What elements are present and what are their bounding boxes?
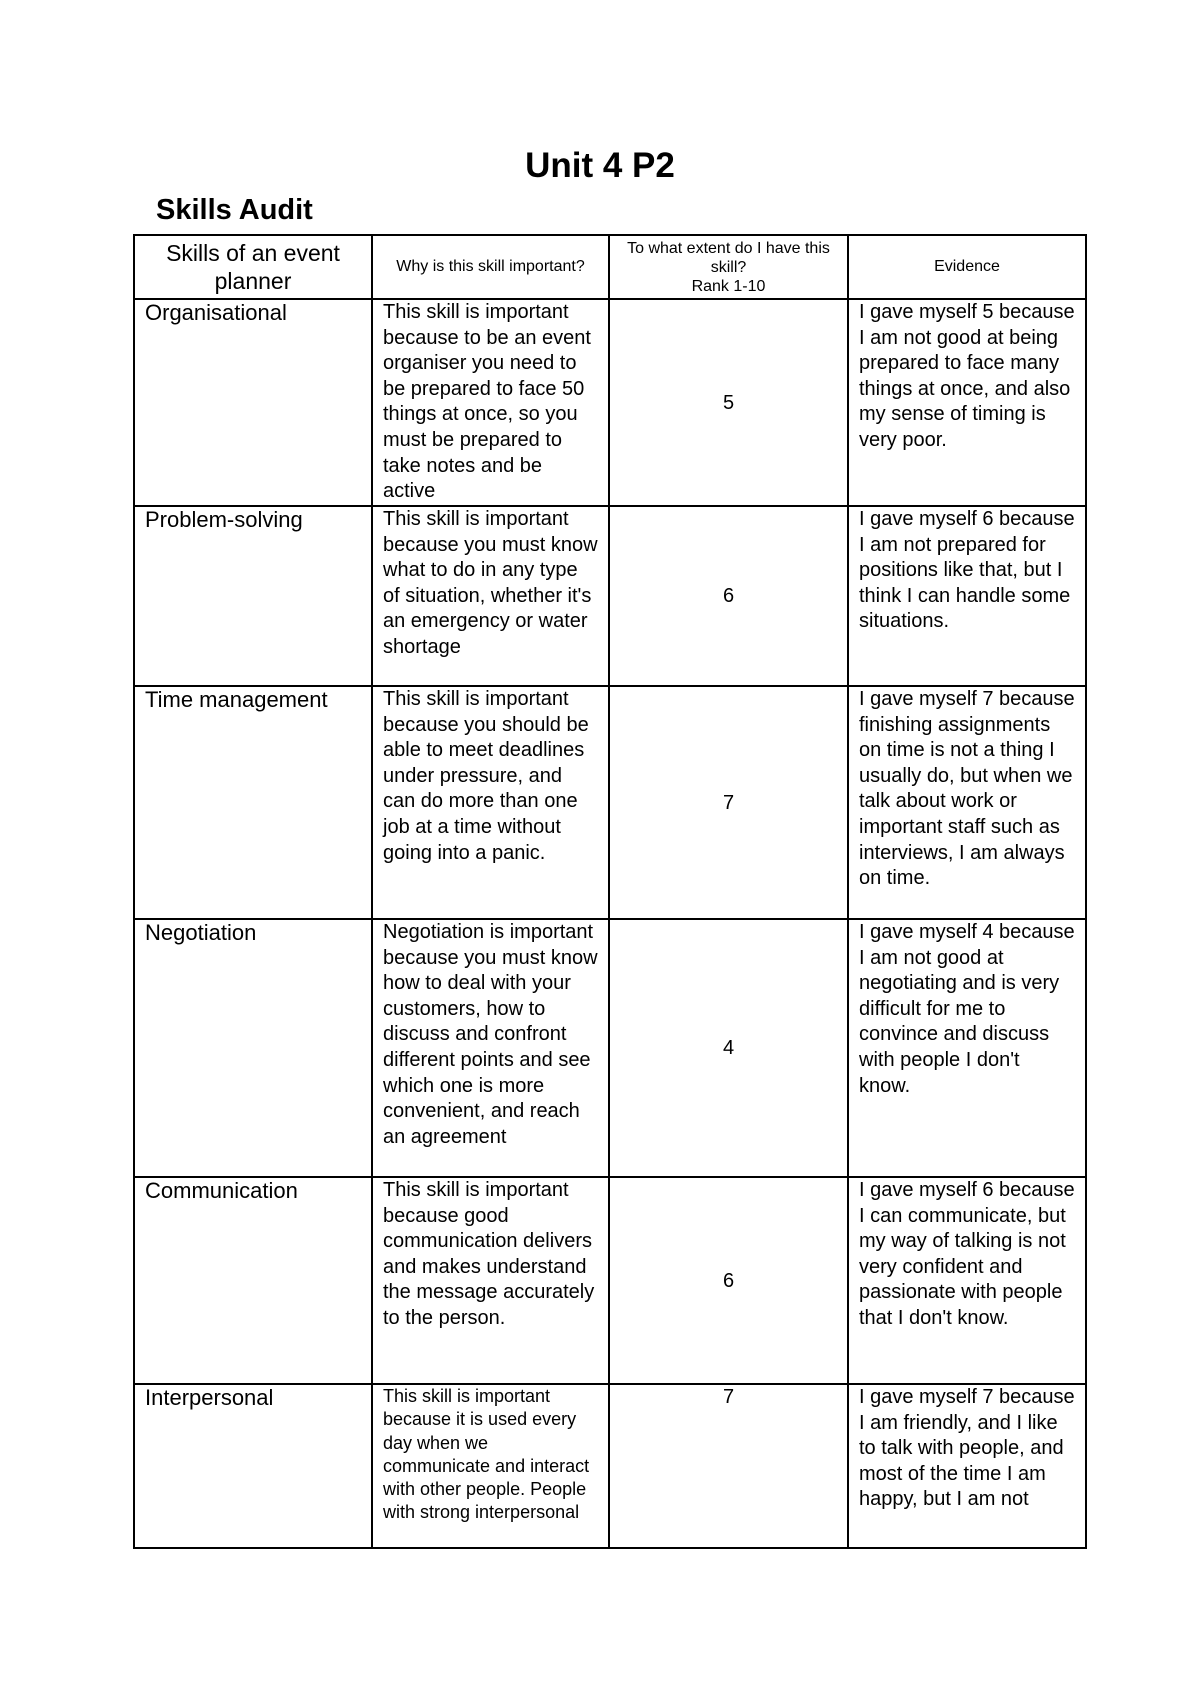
skill-rank: 6: [609, 506, 848, 686]
skill-name: Communication: [134, 1177, 372, 1384]
skill-rank: 5: [609, 299, 848, 506]
header-extent: [609, 235, 848, 299]
skill-importance: Negotiation is important because you must know how to deal with your customers, how to discuss and confront different points and see which one is more convenient, and reach an agreement: [372, 919, 609, 1177]
skill-evidence: I gave myself 5 because I am not good at being prepared to face many things at once, and also my sense of timing is very poor.: [848, 299, 1086, 506]
table-header-row: [134, 235, 1086, 299]
skill-importance: This skill is important because to be an event organiser you need to be prepared to face 50 things at once, so you must be prepared to take notes and be active: [372, 299, 609, 506]
skill-evidence: I gave myself 7 because finishing assignments on time is not a thing I usually do, but when we talk about work or important staff such as interviews, I am always on time.: [848, 686, 1086, 919]
skill-evidence: I gave myself 7 because I am friendly, and I like to talk with people, and most of the time I am happy, but I am not: [848, 1384, 1086, 1548]
skill-rank: 7: [609, 686, 848, 919]
header-why: Why is this skill important?: [372, 235, 609, 299]
skill-name: Problem-solving: [134, 506, 372, 686]
skill-importance: This skill is important because good communication delivers and makes understand the message accurately to the person.: [372, 1177, 609, 1384]
table-row: [134, 686, 1086, 919]
skill-importance: This skill is important because it is used every day when we communicate and interact with other people. People with strong interpersonal: [372, 1384, 609, 1548]
header-extent-rank: Rank 1-10: [691, 277, 766, 295]
header-skill: Skills of an event planner: [134, 235, 372, 299]
table-row: [134, 506, 1086, 686]
skills-audit-table: [133, 234, 1087, 1549]
skill-rank: 6: [609, 1177, 848, 1384]
skill-rank: 4: [609, 919, 848, 1177]
table-row: [134, 299, 1086, 506]
skill-evidence: I gave myself 6 because I can communicate, but my way of talking is not very confident and passionate with people that I don't know.: [848, 1177, 1086, 1384]
skill-name: Time management: [134, 686, 372, 919]
skill-evidence: I gave myself 4 because I am not good at negotiating and is very difficult for me to convince and discuss with people I don't know.: [848, 919, 1086, 1177]
table-row: [134, 1177, 1086, 1384]
skill-importance: This skill is important because you should be able to meet deadlines under pressure, and can do more than one job at a time without going into a panic.: [372, 686, 609, 919]
header-extent-question: To what extent do I have this skill?: [627, 239, 830, 276]
skill-name: Negotiation: [134, 919, 372, 1177]
table-row: [134, 1384, 1086, 1548]
skill-rank: 7: [609, 1384, 848, 1548]
section-title: Skills Audit: [156, 194, 313, 226]
header-evidence: Evidence: [848, 235, 1086, 299]
page-title: Unit 4 P2: [525, 146, 675, 185]
table-row: [134, 919, 1086, 1177]
skill-name: Interpersonal: [134, 1384, 372, 1548]
skill-importance: This skill is important because you must know what to do in any type of situation, whether it's an emergency or water shortage: [372, 506, 609, 686]
skill-name: Organisational: [134, 299, 372, 506]
skill-evidence: I gave myself 6 because I am not prepared for positions like that, but I think I can handle some situations.: [848, 506, 1086, 686]
